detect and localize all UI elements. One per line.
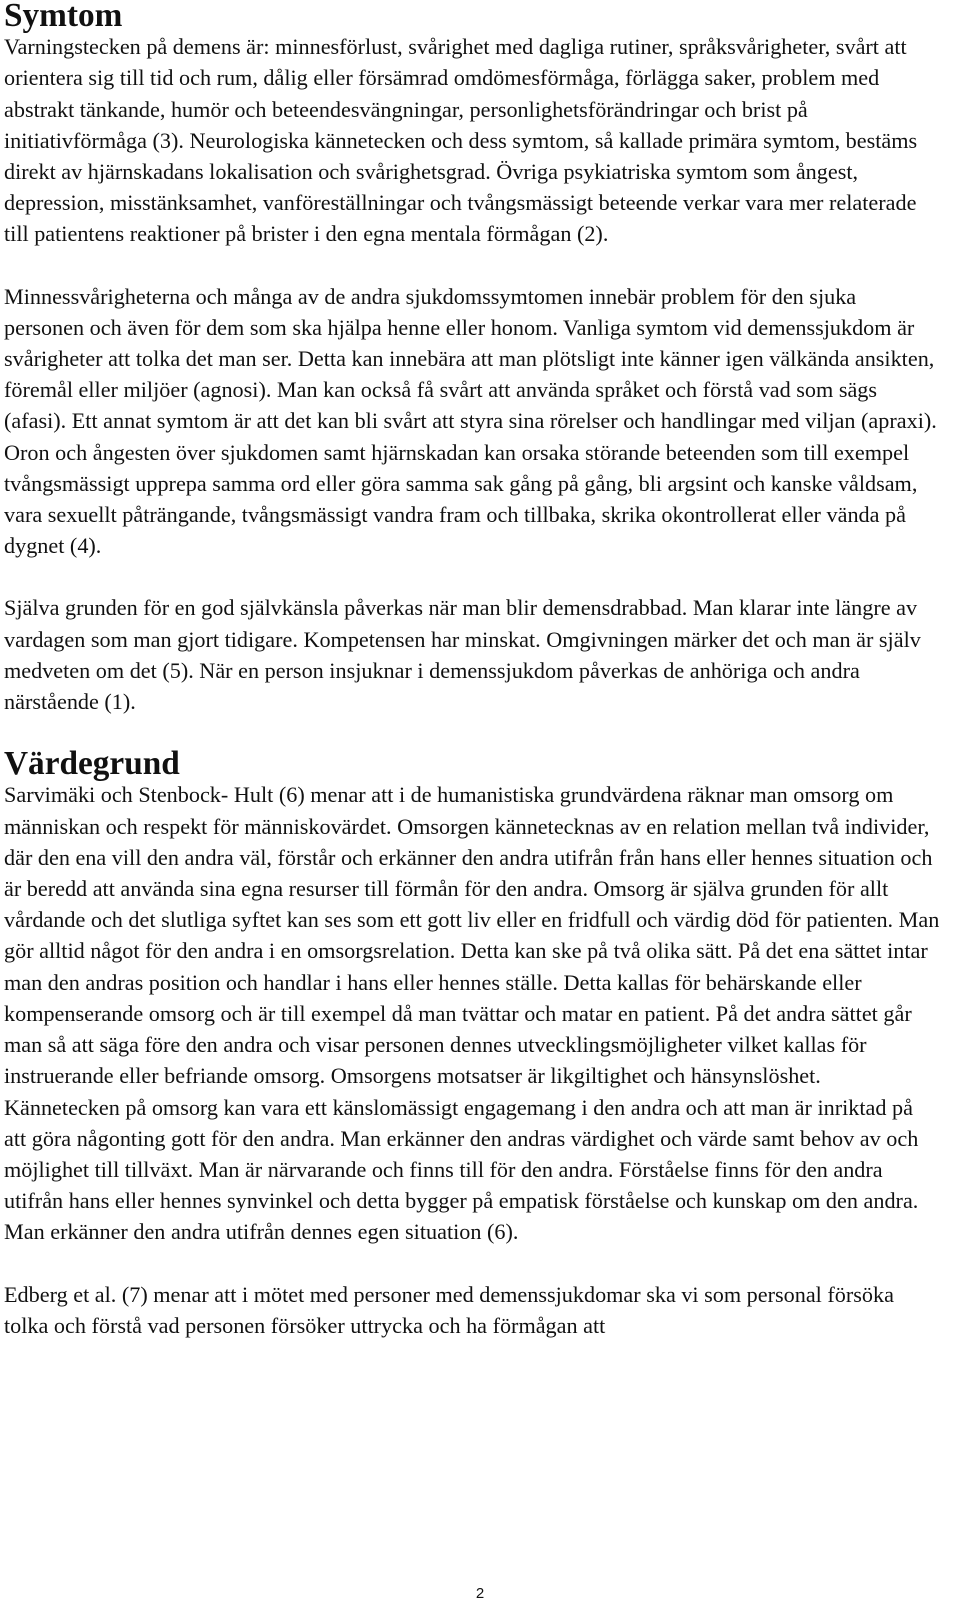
paragraph-spacer [4, 250, 940, 281]
section-heading-vardegrund: Värdegrund [4, 745, 180, 783]
paragraph-vardegrund-1: Sarvimäki och Stenbock- Hult (6) menar att i de humanistiska grundvärdena räknar man omsorg om människan och respekt för människovärdet. Omsorgen kännetecknas av en relation mellan två individer, där den ena vill den andra väl, förstår och erkänner den andra utifrån från hans eller hennes situation och är beredd att använda sina egna resurser till förmån för den andra. Omsorg är själva grunden för allt vårdande och det slutliga syftet kan ses som ett gott liv eller en fridfull och värdig död för patienten. Man gör alltid något för den andra i en omsorgsrelation. Detta kan ske på två olika sätt. På det ena sättet intar man den andras position och handlar i hans eller hennes ställe. Detta kallas för behärskande eller kompenserande omsorg och är till exempel då man tvättar och matar en patient. På det andra sättet går man så att säga före den andra och visar personen dennes utvecklingsmöjligheter vilket kallas för instruerande eller befriande omsorg. Omsorgens motsatser är likgiltighet och hänsynslöshet. Kännetecken på omsorg kan vara ett känslomässigt engagemang i den andra och att man är inriktad på att göra någonting gott för den andra. Man erkänner den andras värdighet och värde samt behov av och möjlighet till tillväxt. Man är närvarande och finns till för den andra. Förståelse finns för den andra utifrån hans eller hennes synvinkel och detta bygger på empatisk förståelse och kunskap om den andra. Man erkänner den andra utifrån dennes egen situation (6). [4, 782, 940, 1245]
paragraph-symtom-2: Minnessvårigheterna och många av de andra sjukdomssymtomen innebär problem för den sjuka personen och även för dem som ska hjälpa henne eller honom. Vanliga symtom vid demenssjukdom är svårigheter att tolka det man ser. Detta kan innebära att man plötsligt inte känner igen välkända ansikten, föremål eller miljöer (agnosi). Man kan också få svårt att använda språket och förstå vad som sägs (afasi). Ett annat symtom är att det kan bli svårt att styra sina rörelser och handlingar med viljan (apraxi). Oron och ångesten över sjukdomen samt hjärnskadan kan orsaka störande beteenden som till exempel tvångsmässigt upprepa samma ord eller göra samma sak gång på gång, bli argsint och kanske våldsam, vara sexuellt påträngande, tvångsmässigt vandra fram och tillbaka, skrika okontrollerat eller vända på dygnet (4). [4, 283, 937, 559]
paragraph-spacer [4, 561, 940, 592]
page-number: 2 [475, 1585, 485, 1602]
paragraph-spacer [4, 717, 940, 748]
paragraph-spacer [4, 1248, 940, 1279]
document-page [4, 0, 940, 1341]
paragraph-vardegrund-2: Edberg et al. (7) menar att i mötet med personer med demenssjukdomar ska vi som personal försöka tolka och förstå vad personen försöker uttrycka och ha förmågan att [4, 1281, 894, 1338]
section-heading-symtom: Symtom [4, 0, 123, 34]
paragraph-symtom-1: Varningstecken på demens är: minnesförlust, svårighet med dagliga rutiner, språksvårigheter, svårt att orientera sig till tid och rum, dålig eller försämrad omdömesförmåga, förlägga saker, problem med abstrakt tänkande, humör och beteendesvängningar, personlighetsförändringar och brist på initiativförmåga (3). Neurologiska kännetecken och dess symtom, så kallade primära symtom, bestäms direkt av hjärnskadans lokalisation och svårighetsgrad. Övriga psykiatriska symtom som ångest, depression, misstänksamhet, vanföreställningar och tvångsmässigt beteende verkar vara mer relaterade till patientens reaktioner på brister i den egna mentala förmågan (2). [4, 34, 918, 247]
paragraph-symtom-3: Själva grunden för en god självkänsla påverkas när man blir demensdrabbad. Man klarar inte längre av vardagen som man gjort tidigare. Kompetensen har minskat. Omgivningen märker det och man är själv medveten om det (5). När en person insjuknar i demenssjukdom påverkas de anhöriga och andra närstående (1). [4, 595, 921, 715]
